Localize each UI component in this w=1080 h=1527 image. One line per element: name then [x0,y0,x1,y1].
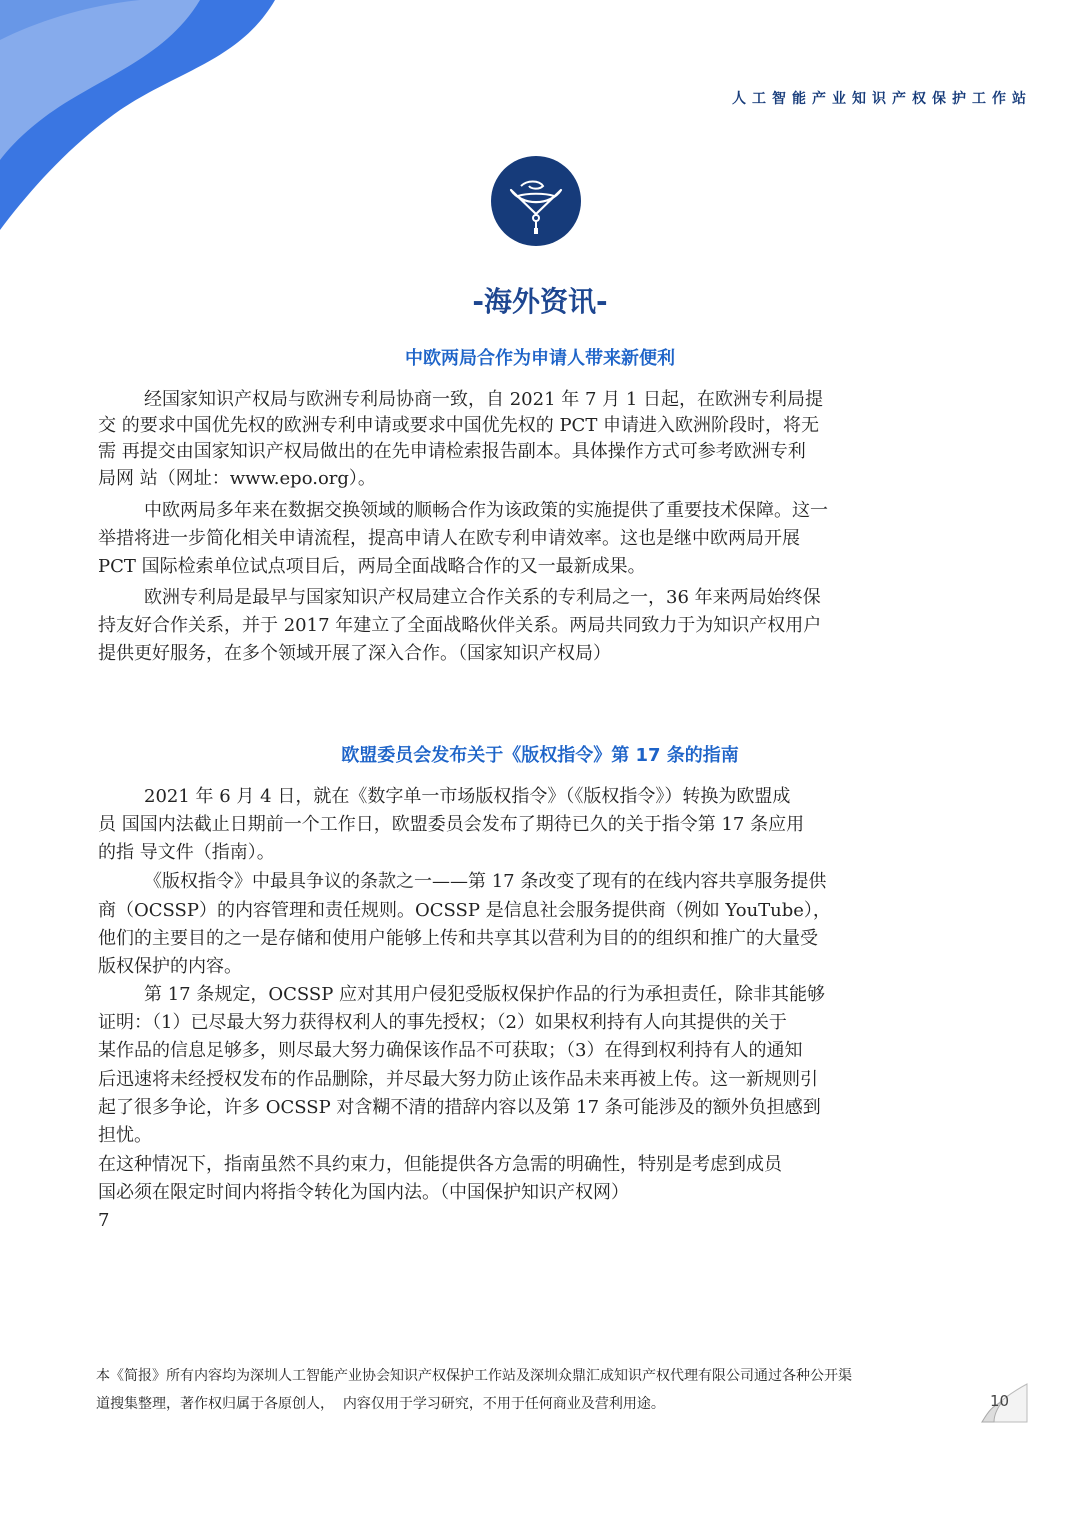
section-title: -海外资讯- [472,285,608,318]
article-1-line: 局网 站（网址：www.epo.org）。 [98,468,376,489]
article-1-line: 中欧两局多年来在数据交换领域的顺畅合作为该政策的实施提供了重要技术保障。这一 [144,500,828,521]
article-2-line: 商（OCSSP）的内容管理和责任规则。OCSSP 是信息社会服务提供商（例如 YouTube）， [98,900,831,921]
article-1-line: 提供更好服务，在多个领域开展了深入合作。（国家知识产权局） [98,643,611,664]
page-number: 10 [990,1392,1010,1410]
article-2-line: 某作品的信息足够多，则尽最大努力确保该作品不可获取；（3）在得到权利持有人的通知 [98,1040,803,1061]
article-2-line: 的指 导文件（指南）。 [98,842,275,863]
article-2-line: 版权保护的内容。 [98,956,242,977]
article-1-line: 需 再提交由国家知识产权局做出的在先申请检索报告副本。具体操作方式可参考欧洲专利 [98,441,806,462]
article-2-line: 2021 年 6 月 4 日，就在《数字单一市场版权指令》（《版权指令》）转换为欧盟成 [144,786,791,807]
article-1-line: PCT 国际检索单位试点项目后，两局全面战略合作的又一最新成果。 [98,556,646,577]
article-1-line: 交 的要求中国优先权的欧洲专利申请或要求中国优先权的 PCT 申请进入欧洲阶段时，将无 [98,415,820,436]
article-1-line: 经国家知识产权局与欧洲专利局协商一致，自 2021 年 7 月 1 日起，在欧洲专利局提 [144,389,824,410]
article-2-line: 证明：（1）已尽最大努力获得权利人的事先授权；（2）如果权利持有人向其提供的关于 [98,1012,787,1033]
article-2-line: 后迅速将未经授权发布的作品删除，并尽最大努力防止该作品未来再被上传。这一新规则引 [98,1069,818,1090]
article-2-title: 欧盟委员会发布关于《版权指令》第 17 条的指南 [341,745,739,766]
article-1-line: 欧洲专利局是最早与国家知识产权局建立合作关系的专利局之一，36 年来两局始终保 [144,587,821,608]
fan-icon [491,156,581,246]
header-org-name: 人工智能产业知识产权保护工作站 [732,91,1032,107]
corner-wave-decoration [0,0,300,250]
article-1-line: 持友好合作关系，并于 2017 年建立了全面战略伙伴关系。两局共同致力于为知识产权用户 [98,615,822,636]
footer-disclaimer-line-2: 道搜集整理，著作权归属于各原创人， 内容仅用于学习研究，不用于任何商业及营利用途。 [96,1396,665,1412]
footer-disclaimer-line-1: 本《简报》所有内容均为深圳人工智能产业协会知识产权保护工作站及深圳众鼎汇成知识产权代理有限公司通过各种公开渠 [96,1368,852,1384]
article-2-line: 担忧。 [98,1125,152,1146]
article-2-line: 《版权指令》中最具争议的条款之一——第 17 条改变了现有的在线内容共享服务提供 [144,871,827,892]
article-2-line: 他们的主要目的之一是存储和使用户能够上传和共享其以营利为目的的组织和推广的大量受 [98,928,818,949]
article-1-line: 举措将进一步简化相关申请流程，提高申请人在欧专利申请效率。这也是继中欧两局开展 [98,528,800,549]
article-2-line: 员 国国内法截止日期前一个工作日，欧盟委员会发布了期待已久的关于指令第 17 条应用 [98,814,805,835]
article-2-line: 在这种情况下，指南虽然不具约束力，但能提供各方急需的明确性，特别是考虑到成员 [98,1154,782,1175]
article-1-title: 中欧两局合作为申请人带来新便利 [405,348,675,369]
article-2-line: 7 [98,1210,110,1231]
article-2-line: 第 17 条规定，OCSSP 应对其用户侵犯受版权保护作品的行为承担责任，除非其能够 [144,984,826,1005]
article-2-line: 起了很多争论，许多 OCSSP 对含糊不清的措辞内容以及第 17 条可能涉及的额外负担感到 [98,1097,821,1118]
article-2-line: 国必须在限定时间内将指令转化为国内法。（中国保护知识产权网） [98,1182,629,1203]
